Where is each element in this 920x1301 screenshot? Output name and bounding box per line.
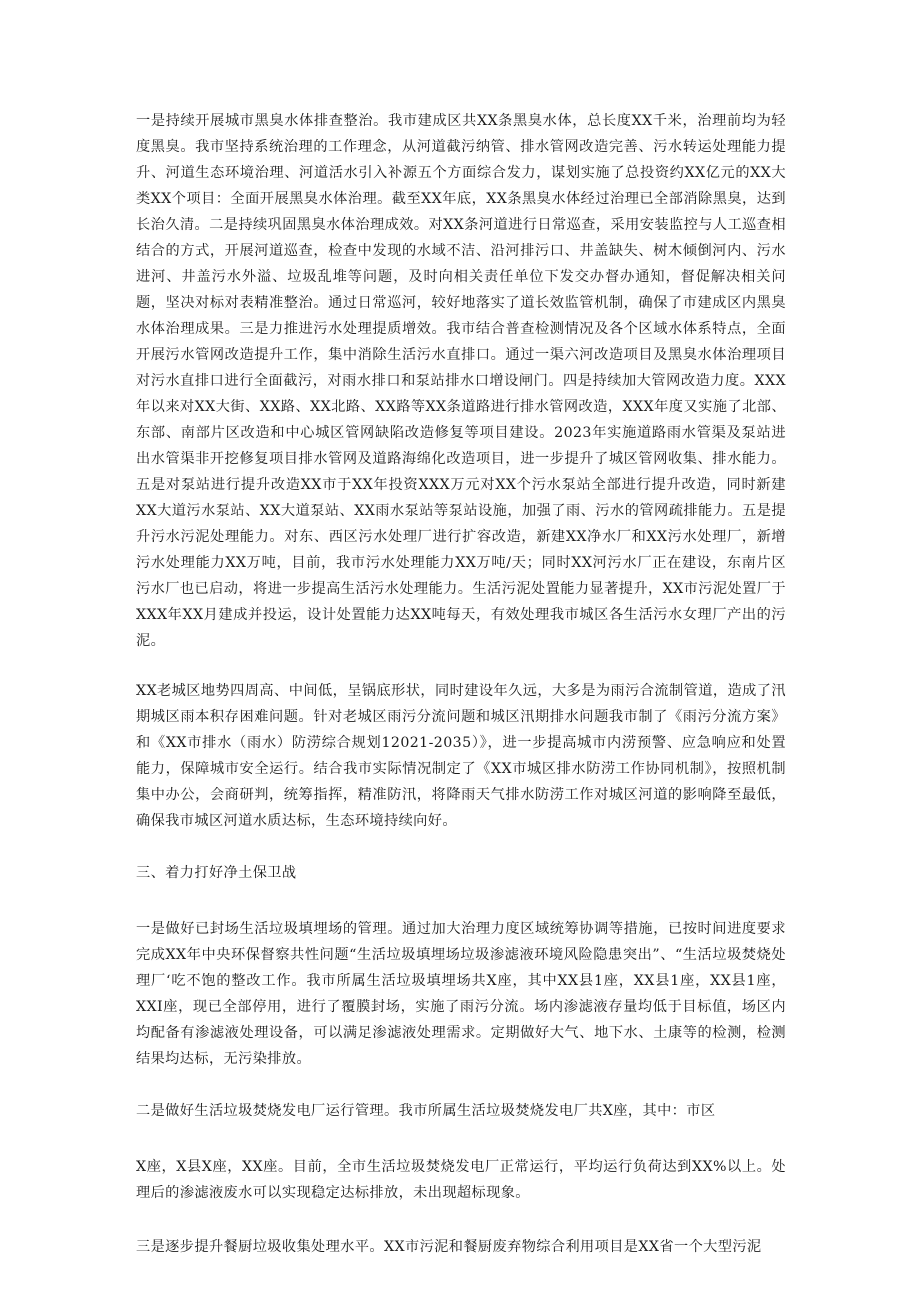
section-heading-soil-protection: 三、着力打好净土保卫战 <box>136 865 297 881</box>
paragraph-incineration-plants: 二是做好生活垃圾焚烧发电厂运行管理。我市所属生活垃圾焚烧发电厂共X座，其中：市区 <box>136 1103 716 1119</box>
paragraph-water-governance: 一是持续开展城市黑臭水体排查整治。我市建成区共XX条黑臭水体，总长度XX千米，治理前均为轻度黑臭。我市坚持系统治理的工作理念，从河道截污纳管、排水管网改造完善、污水转运处理能力提升、河道生态环境治理、河道活水引入补源五个方面综合发力，谋划实施了总投资约XX亿元的XX大类XX个项目：全面开展黑臭水体治理。截至XX年底，XX条黑臭水体经过治理已全部消除黑臭，达到长治久清。二是持续巩固黑臭水体治理成效。对XX条河道进行日常巡查，采用安装监控与人工巡查相结合的方式，开展河道巡查，检查中发现的水域不洁、沿河排污口、井盖缺失、树木倾倒河内、污水进河、井盖污水外溢、垃圾乱堆等问题，及时向相关责任单位下发交办督办通知，督促解决相关问题，坚决对标对表精准整治。通过日常巡河，较好地落实了道长效监管机制，确保了市建成区内黑臭水体治理成果。三是力推进污水处理提质增效。我市结合普查检测情况及各个区域水体系特点，全面开展污水管网改造提升工作，集中消除生活污水直排口。通过一渠六河改造项目及黑臭水体治理项目对污水直排口进行全面截污，对雨水排口和泵站排水口增设闸门。四是持续加大管网改造力度。XXX年以来对XX大街、XX路、XX北路、XX路等XX条道路进行排水管网改造，XXX年度又实施了北部、东部、南部片区改造和中心城区管网缺陷改造修复等项目建设。2023年实施道路雨水管渠及泵站进出水管渠非开挖修复项目排水管网及道路海绵化改造项目，进一步提升了城区管网收集、排水能力。五是对泵站进行提升改造XX市于XX年投资XXX万元对XX个污水泵站全部进行提升改造，同时新建XX大道污水泵站、XX大道泵站、XX雨水泵站等泵站设施，加强了雨、污水的管网疏排能力。五是提升污水污泥处理能力。对东、西区污水处理厂进行扩容改造，新建XX净水厂和XX污水处理厂，新增污水处理能力XX万吨，目前，我市污水处理能力XX万吨/天；同时XX河污水厂正在建设，东南片区污水厂也已启动，将进一步提高生活污水处理能力。生活污泥处置能力显著提升，XX市污泥处置厂于XXX年XX月建成并投运，设计处置能力达XX吨每天，有效处理我市城区各生活污水女理厂产出的污泥。 <box>136 113 786 649</box>
paragraph-incineration-status: X座，X县X座，XX座。目前，全市生活垃圾焚烧发电厂正常运行，平均运行负荷达到XX%以上。处理后的渗滤液废水可以实现稳定达标排放，未出现超标现象。 <box>136 1159 786 1201</box>
paragraph-kitchen-waste: 三是逐步提升餐厨垃圾收集处理水平。XX市污泥和餐厨废弃物综合利用项目是XX省一个大型污泥 <box>136 1239 762 1255</box>
paragraph-landfill-management: 一是做好已封场生活垃圾填埋场的管理。通过加大治理力度区域统筹协调等措施，已按时间进度要求完成XX年中央环保督察共性问题“生活垃圾填埋场垃圾渗滤液环境风险隐患突出”、“生活垃圾焚烧处理厂‘吃不饱的整改工作。我市所属生活垃圾填埋场共X座，其中XX县1座，XX县1座，XX县1座，XXI座，现已全部停用，进行了覆膜封场，实施了雨污分流。场内渗滤液存量均低于目标值，场区内均配备有渗滤液处理设备，可以满足渗滤液处理需求。定期做好大气、地下水、土康等的检测，检测结果均达标，无污染排放。 <box>136 921 786 1067</box>
paragraph-old-town-drainage: XX老城区地势四周高、中间低，呈锅底形状，同时建设年久远，大多是为雨污合流制管道，造成了汛期城区雨本积存困难问题。针对老城区雨污分流问题和城区汛期排水问题我市制了《雨污分流方案》和《XX市排水（雨水）防涝综合规划12021-2035）》，进一步提高城市内涝预警、应急响应和处置能力，保障城市安全运行。结合我市实际情况制定了《XX市城区排水防涝工作协同机制》，按照机制集中办公，会商研判，统筹指挥，精准防汛，将降雨天气排水防涝工作对城区河道的影响降至最低，确保我市城区河道水质达标，生态环境持续向好。 <box>136 683 786 829</box>
document-page <box>136 108 786 1260</box>
